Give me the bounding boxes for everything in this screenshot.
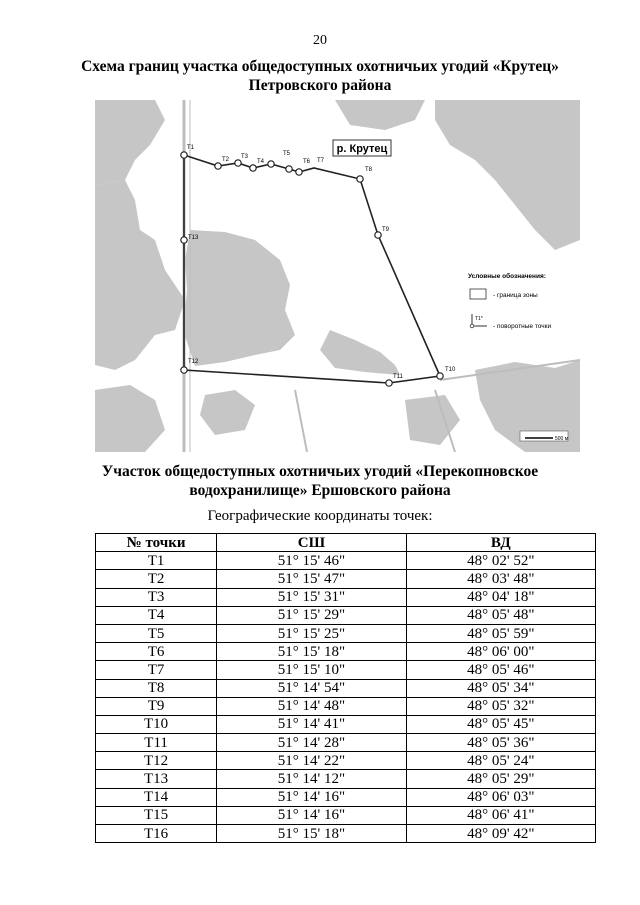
point-t13 xyxy=(181,237,187,243)
cell-longitude: 48° 06' 41" xyxy=(406,806,595,824)
coordinates-caption: Географические координаты точек: xyxy=(207,508,433,524)
cell-latitude: 51° 15' 46" xyxy=(217,552,406,570)
cell-point: Т7 xyxy=(96,661,217,679)
cell-point: Т14 xyxy=(96,788,217,806)
section-title xyxy=(40,462,600,500)
map-title-line2: Петровского района xyxy=(248,77,392,94)
point-t5 xyxy=(268,161,274,167)
point-t7 xyxy=(296,169,302,175)
table-row xyxy=(96,643,596,661)
cell-latitude: 51° 15' 10" xyxy=(217,661,406,679)
scale-label: 500 м xyxy=(555,436,569,442)
cell-latitude: 51° 15' 18" xyxy=(217,643,406,661)
cell-point: Т9 xyxy=(96,697,217,715)
cell-latitude: 51° 14' 48" xyxy=(217,697,406,715)
cell-latitude: 51° 15' 18" xyxy=(217,825,406,843)
cell-longitude: 48° 05' 32" xyxy=(406,697,595,715)
cell-point: Т2 xyxy=(96,570,217,588)
cell-longitude: 48° 05' 48" xyxy=(406,606,595,624)
table-row xyxy=(96,588,596,606)
cell-latitude: 51° 14' 22" xyxy=(217,752,406,770)
cell-longitude: 48° 05' 46" xyxy=(406,661,595,679)
map-legend xyxy=(460,265,575,340)
point-t3 xyxy=(235,160,241,166)
cell-point: Т3 xyxy=(96,588,217,606)
cell-longitude: 48° 06' 00" xyxy=(406,643,595,661)
table-row xyxy=(96,825,596,843)
table-header-row xyxy=(96,534,596,552)
table-row xyxy=(96,552,596,570)
label-t4: Т4 xyxy=(257,159,265,165)
table-row xyxy=(96,788,596,806)
cell-point: Т10 xyxy=(96,715,217,733)
point-t12 xyxy=(181,367,187,373)
label-t7: Т7 xyxy=(317,158,325,164)
page-number: 20 xyxy=(313,33,327,48)
legend-zone-swatch xyxy=(470,289,486,299)
header-latitude: СШ xyxy=(217,534,406,552)
cell-latitude: 51° 14' 41" xyxy=(217,715,406,733)
label-t2: Т2 xyxy=(222,157,230,163)
cell-point: Т8 xyxy=(96,679,217,697)
label-t13: Т13 xyxy=(188,235,199,241)
cell-latitude: 51° 14' 16" xyxy=(217,788,406,806)
coordinates-table xyxy=(95,533,596,843)
header-longitude: ВД xyxy=(406,534,595,552)
map-title xyxy=(40,57,600,95)
label-t12: Т12 xyxy=(188,359,199,365)
table-row xyxy=(96,570,596,588)
point-t10 xyxy=(437,373,443,379)
cell-longitude: 48° 03' 48" xyxy=(406,570,595,588)
cell-longitude: 48° 05' 29" xyxy=(406,770,595,788)
cell-longitude: 48° 04' 18" xyxy=(406,588,595,606)
legend-zone-label: - граница зоны xyxy=(493,292,538,299)
header-point: № точки xyxy=(96,534,217,552)
table-row xyxy=(96,661,596,679)
cell-latitude: 51° 15' 29" xyxy=(217,606,406,624)
scale-bar xyxy=(520,431,569,442)
point-t8 xyxy=(357,176,363,182)
cell-longitude: 48° 05' 45" xyxy=(406,715,595,733)
table-row xyxy=(96,752,596,770)
legend-point-symbol xyxy=(470,324,474,328)
cell-point: Т1 xyxy=(96,552,217,570)
label-t6: Т6 xyxy=(303,159,311,165)
cell-longitude: 48° 05' 59" xyxy=(406,624,595,642)
cell-latitude: 51° 14' 28" xyxy=(217,734,406,752)
table-row xyxy=(96,606,596,624)
river-label: р. Крутец xyxy=(336,143,388,155)
cell-latitude: 51° 14' 54" xyxy=(217,679,406,697)
cell-point: Т11 xyxy=(96,734,217,752)
table-row xyxy=(96,679,596,697)
label-t9: Т9 xyxy=(382,227,390,233)
cell-latitude: 51° 14' 16" xyxy=(217,806,406,824)
label-t3: Т3 xyxy=(241,154,249,160)
point-t9 xyxy=(375,232,381,238)
table-row xyxy=(96,715,596,733)
label-t8: Т8 xyxy=(365,167,373,173)
label-t11: Т11 xyxy=(393,374,403,380)
legend-points-label: - поворотные точки xyxy=(493,323,552,330)
cell-longitude: 48° 05' 36" xyxy=(406,734,595,752)
cell-longitude: 48° 05' 34" xyxy=(406,679,595,697)
point-t11 xyxy=(386,380,392,386)
point-t4 xyxy=(250,165,256,171)
cell-point: Т13 xyxy=(96,770,217,788)
point-t2 xyxy=(215,163,221,169)
cell-point: Т12 xyxy=(96,752,217,770)
section-title-line2: водохранилище» Ершовского района xyxy=(189,482,451,499)
table-row xyxy=(96,624,596,642)
table-row xyxy=(96,806,596,824)
point-t6 xyxy=(286,166,292,172)
cell-longitude: 48° 05' 24" xyxy=(406,752,595,770)
label-t5: Т5 xyxy=(283,151,291,157)
table-body xyxy=(96,552,596,843)
legend-point-marker: Т1* xyxy=(475,316,483,322)
map-title-line1: Схема границ участка общедоступных охотничьих угодий «Крутец» xyxy=(81,58,559,75)
table-row xyxy=(96,734,596,752)
table-row xyxy=(96,697,596,715)
cell-longitude: 48° 06' 03" xyxy=(406,788,595,806)
table-row xyxy=(96,770,596,788)
cell-longitude: 48° 09' 42" xyxy=(406,825,595,843)
cell-point: Т5 xyxy=(96,624,217,642)
cell-latitude: 51° 15' 31" xyxy=(217,588,406,606)
cell-latitude: 51° 14' 12" xyxy=(217,770,406,788)
boundary-map xyxy=(95,100,580,452)
cell-longitude: 48° 02' 52" xyxy=(406,552,595,570)
label-t1: Т1 xyxy=(187,145,195,151)
cell-point: Т15 xyxy=(96,806,217,824)
cell-point: Т6 xyxy=(96,643,217,661)
label-t10: Т10 xyxy=(445,367,456,373)
legend-title: Условные обозначения: xyxy=(468,273,546,280)
section-title-line1: Участок общедоступных охотничьих угодий «Перекопновское xyxy=(101,463,539,480)
point-t1 xyxy=(181,152,187,158)
cell-point: Т16 xyxy=(96,825,217,843)
cell-latitude: 51° 15' 25" xyxy=(217,624,406,642)
cell-point: Т4 xyxy=(96,606,217,624)
cell-latitude: 51° 15' 47" xyxy=(217,570,406,588)
